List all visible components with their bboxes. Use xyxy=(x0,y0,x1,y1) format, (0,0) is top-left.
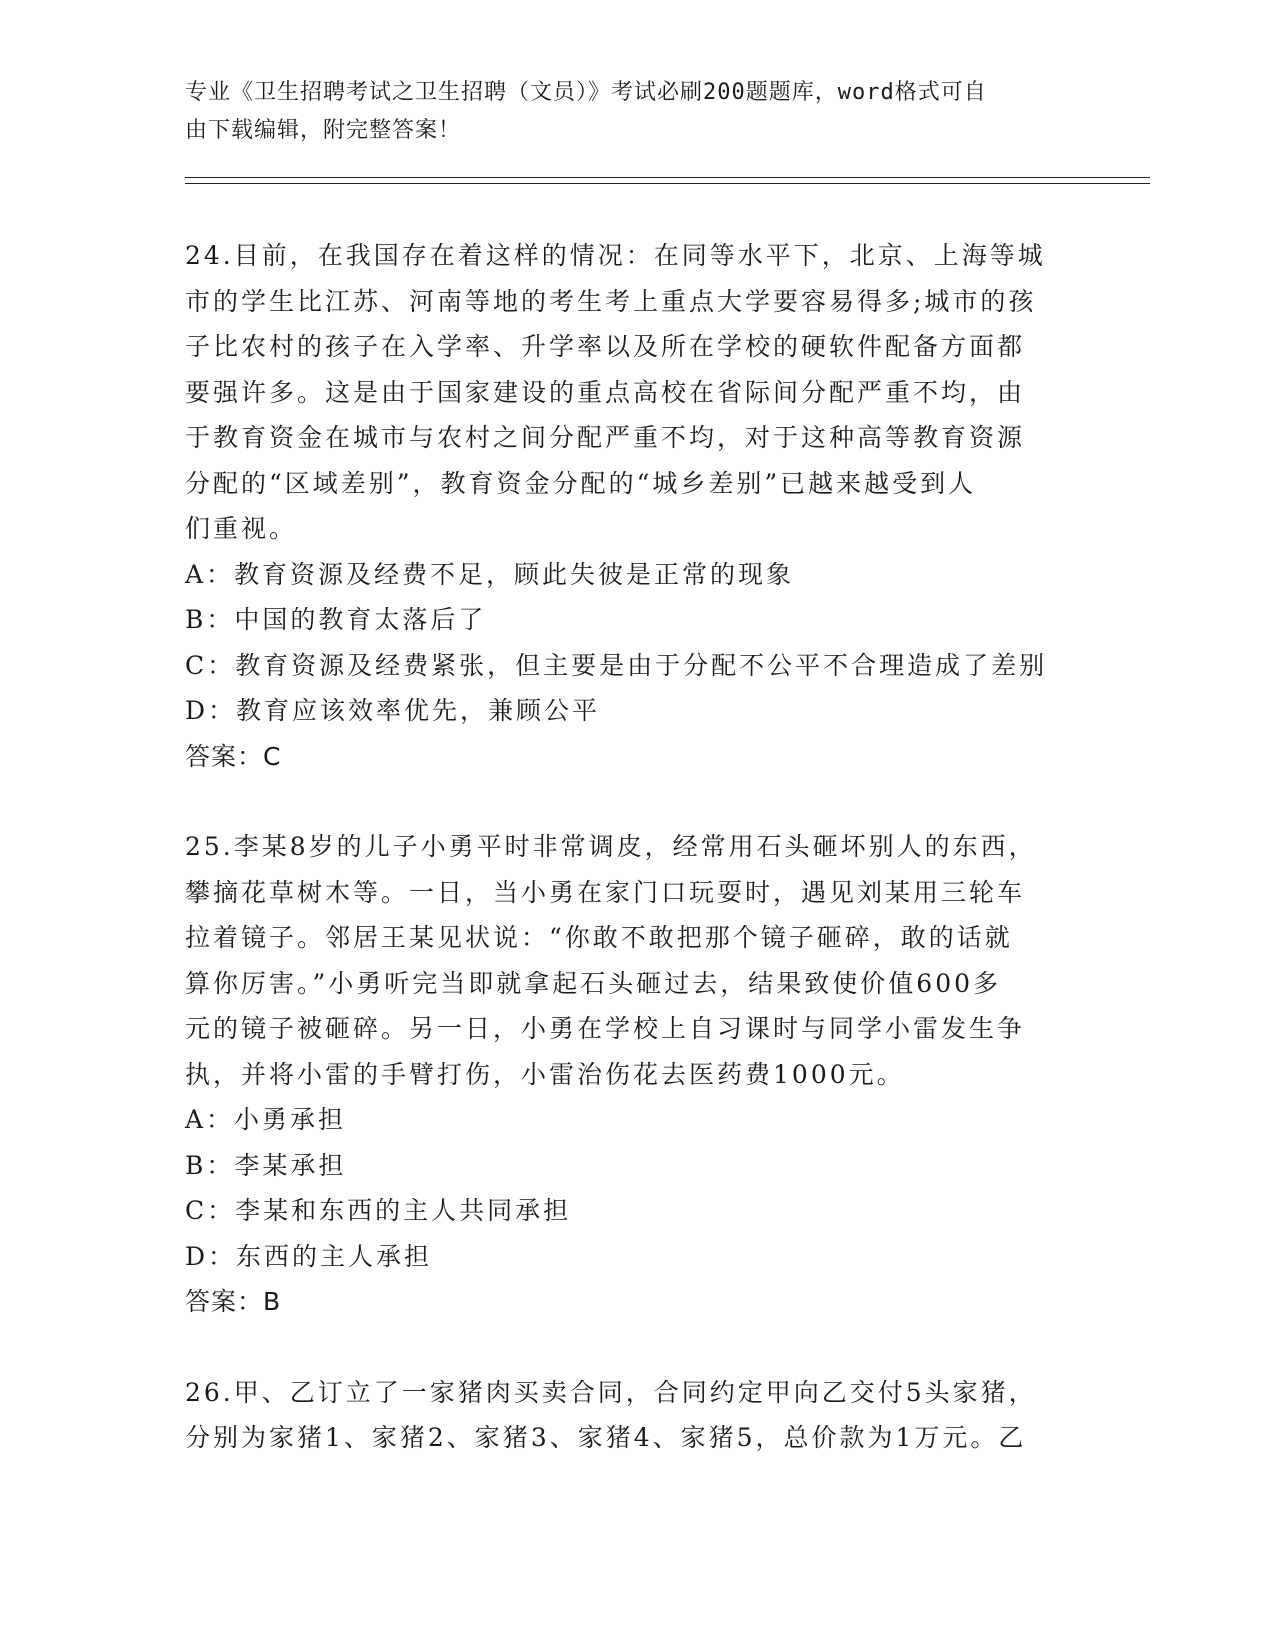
question-line: 市的学生比江苏、河南等地的考生考上重点大学要容易得多;城市的孩 xyxy=(185,286,1037,316)
header-line-2: 由下载编辑，附完整答案！ xyxy=(185,118,462,143)
header-divider-top xyxy=(185,177,1150,178)
question-line: 于教育资金在城市与农村之间分配严重不均，对于这种高等教育资源 xyxy=(185,423,1026,452)
header-line-1: 专业《卫生招聘考试之卫生招聘（文员）》考试必刷200题题库，word格式可自 xyxy=(185,80,987,105)
option-b: B：李某承担 xyxy=(185,1150,347,1180)
question-25 xyxy=(185,824,1085,1325)
option-a: A：教育资源及经费不足，顾此失彼是正常的现象 xyxy=(185,559,795,589)
question-24 xyxy=(185,233,1085,779)
document-header xyxy=(185,74,1075,150)
question-26 xyxy=(185,1370,1085,1461)
answer-label: 答案：B xyxy=(185,1287,282,1316)
question-line: 算你厉害。”小勇听完当即就拿起石头砸过去，结果致使价值600多 xyxy=(185,968,1002,998)
question-line: 分别为家猪1、家猪2、家猪3、家猪4、家猪5，总价款为1万元。乙 xyxy=(185,1423,1027,1452)
header-divider-bottom xyxy=(185,183,1150,184)
question-line: 元的镜子被砸碎。另一日，小勇在学校上自习课时与同学小雷发生争 xyxy=(185,1014,1026,1043)
question-text xyxy=(185,824,1085,1097)
question-line: 执，并将小雷的手臂打伤，小雷治伤花去医药费1000元。 xyxy=(185,1059,905,1089)
answer-label: 答案：C xyxy=(185,741,282,771)
question-text xyxy=(185,233,1085,552)
question-line: 拉着镜子。邻居王某见状说：“你敢不敢把那个镜子砸碎，敢的话就 xyxy=(185,923,1013,952)
question-list xyxy=(185,233,1085,1461)
option-c: C：李某和东西的主人共同承担 xyxy=(185,1196,572,1225)
question-line: 24.目前，在我国存在着这样的情况：在同等水平下，北京、上海等城 xyxy=(185,241,1046,270)
option-a: A：小勇承担 xyxy=(185,1105,347,1134)
question-line: 们重视。 xyxy=(185,514,298,543)
option-b: B：中国的教育太落后了 xyxy=(185,605,487,634)
option-d: D：东西的主人承担 xyxy=(185,1241,433,1271)
question-line: 攀摘花草树木等。一日，当小勇在家门口玩耍时，遇见刘某用三轮车 xyxy=(185,877,1026,907)
question-line: 要强许多。这是由于国家建设的重点高校在省际间分配严重不均，由 xyxy=(185,377,1026,407)
question-line: 26.甲、乙订立了一家猪肉买卖合同，合同约定甲向乙交付5头家猪， xyxy=(185,1377,1037,1407)
question-line: 25.李某8岁的儿子小勇平时非常调皮，经常用石头砸坏别人的东西， xyxy=(185,832,1037,861)
option-c: C：教育资源及经费紧张，但主要是由于分配不公平不合理造成了差别 xyxy=(185,650,1048,680)
question-line: 子比农村的孩子在入学率、升学率以及所在学校的硬软件配备方面都 xyxy=(185,332,1026,361)
option-d: D：教育应该效率优先，兼顾公平 xyxy=(185,696,601,725)
question-text xyxy=(185,1370,1085,1461)
question-line: 分配的“区域差别”，教育资金分配的“城乡差别”已越来越受到人 xyxy=(185,468,977,498)
